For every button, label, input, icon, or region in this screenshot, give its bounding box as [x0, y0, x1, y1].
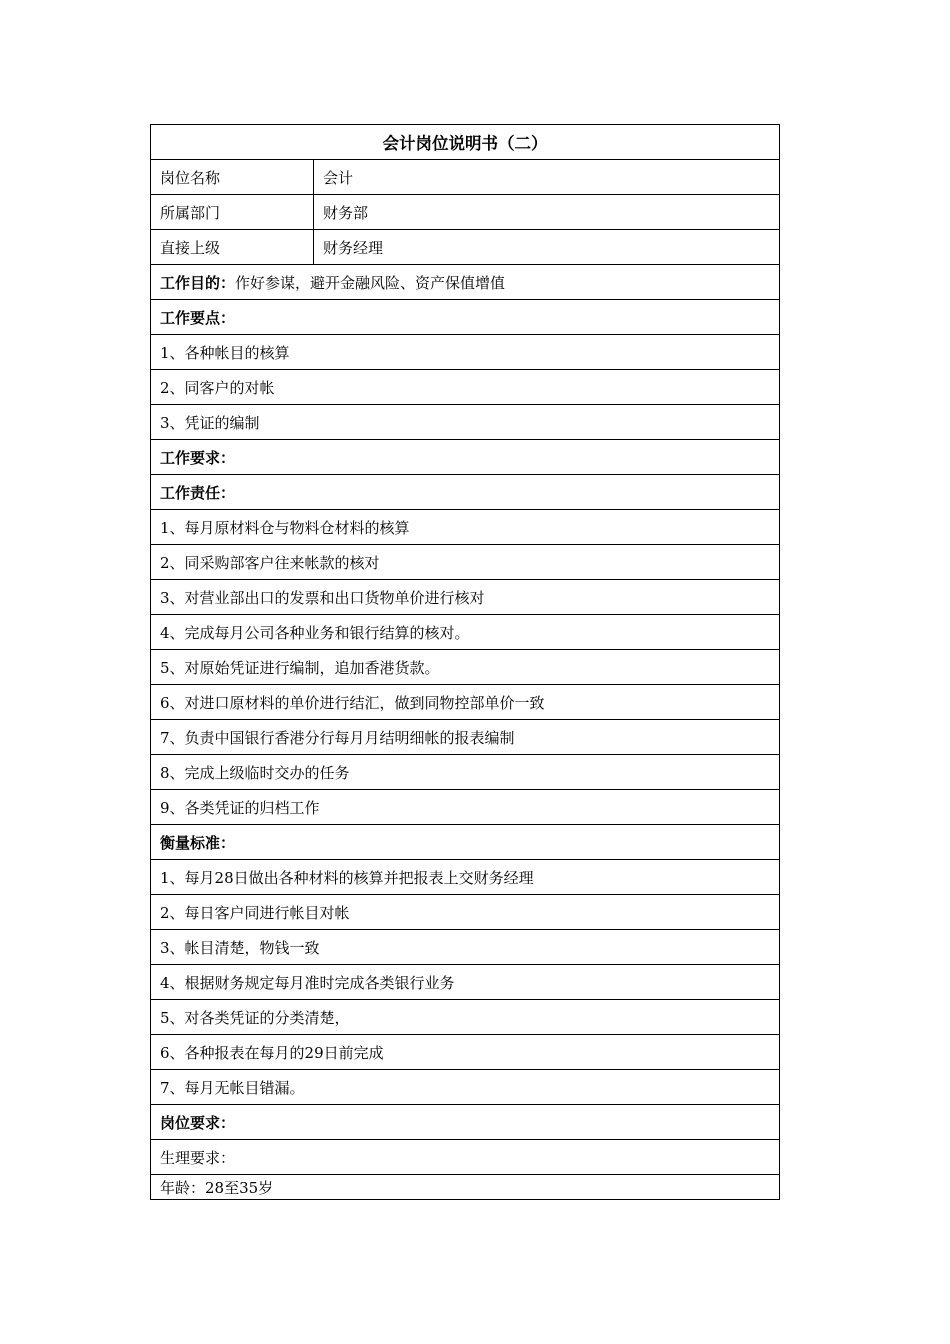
standard-item: 2、每日客户同进行帐目对帐 [151, 895, 780, 930]
responsibility-item: 8、完成上级临时交办的任务 [151, 755, 780, 790]
responsibility-item: 1、每月原材料仓与物料仓材料的核算 [151, 510, 780, 545]
info-row [151, 230, 780, 265]
info-row [151, 195, 780, 230]
responsibility-item: 6、对进口原材料的单价进行结汇，做到同物控部单价一致 [151, 685, 780, 720]
info-row [151, 160, 780, 195]
title-row [151, 125, 780, 160]
list-item [151, 720, 780, 755]
list-item [151, 1035, 780, 1070]
list-item [151, 405, 780, 440]
list-item [151, 930, 780, 965]
key-point-item: 3、凭证的编制 [151, 405, 780, 440]
key-points-heading: 工作要点： [151, 300, 780, 335]
list-item [151, 335, 780, 370]
position-requirement-item: 生理要求： [151, 1140, 780, 1175]
standards-heading: 衡量标准： [151, 825, 780, 860]
standard-item: 7、每月无帐目错漏。 [151, 1070, 780, 1105]
responsibility-item: 7、负责中国银行香港分行每月月结明细帐的报表编制 [151, 720, 780, 755]
position-requirements-heading: 岗位要求： [151, 1105, 780, 1140]
purpose-row [151, 265, 780, 300]
standard-item: 5、对各类凭证的分类清楚， [151, 1000, 780, 1035]
key-point-item: 1、各种帐目的核算 [151, 335, 780, 370]
responsibilities-heading: 工作责任： [151, 475, 780, 510]
list-item [151, 1140, 780, 1175]
purpose-text: 作好参谋，避开金融风险、资产保值增值 [235, 273, 506, 292]
info-label: 直接上级 [151, 230, 314, 265]
list-item [151, 545, 780, 580]
purpose-cell [151, 265, 780, 300]
list-item [151, 965, 780, 1000]
list-item [151, 510, 780, 545]
responsibility-item: 2、同采购部客户往来帐款的核对 [151, 545, 780, 580]
list-item [151, 580, 780, 615]
list-item [151, 615, 780, 650]
info-value: 会计 [314, 160, 780, 195]
job-description-table [150, 124, 780, 1200]
list-item [151, 650, 780, 685]
section-heading-row [151, 825, 780, 860]
section-heading-row [151, 440, 780, 475]
purpose-label: 工作目的： [160, 273, 236, 292]
list-item [151, 370, 780, 405]
responsibility-item: 3、对营业部出口的发票和出口货物单价进行核对 [151, 580, 780, 615]
standard-item: 6、各种报表在每月的29日前完成 [151, 1035, 780, 1070]
section-heading-row [151, 475, 780, 510]
list-item [151, 685, 780, 720]
section-heading-row [151, 300, 780, 335]
list-item [151, 860, 780, 895]
responsibility-item: 9、各类凭证的归档工作 [151, 790, 780, 825]
standard-item: 1、每月28日做出各种材料的核算并把报表上交财务经理 [151, 860, 780, 895]
standard-item: 4、根据财务规定每月准时完成各类银行业务 [151, 965, 780, 1000]
list-item [151, 895, 780, 930]
position-requirement-item: 年龄：28至35岁 [151, 1175, 780, 1200]
list-item [151, 755, 780, 790]
document-title: 会计岗位说明书（二） [151, 125, 780, 160]
responsibility-item: 4、完成每月公司各种业务和银行结算的核对。 [151, 615, 780, 650]
standard-item: 3、帐目清楚，物钱一致 [151, 930, 780, 965]
info-label: 岗位名称 [151, 160, 314, 195]
list-item [151, 790, 780, 825]
info-value: 财务经理 [314, 230, 780, 265]
list-item [151, 1070, 780, 1105]
info-label: 所属部门 [151, 195, 314, 230]
key-point-item: 2、同客户的对帐 [151, 370, 780, 405]
section-heading-row [151, 1105, 780, 1140]
responsibility-item: 5、对原始凭证进行编制，追加香港货款。 [151, 650, 780, 685]
list-item [151, 1175, 780, 1200]
requirements-heading: 工作要求： [151, 440, 780, 475]
list-item [151, 1000, 780, 1035]
info-value: 财务部 [314, 195, 780, 230]
